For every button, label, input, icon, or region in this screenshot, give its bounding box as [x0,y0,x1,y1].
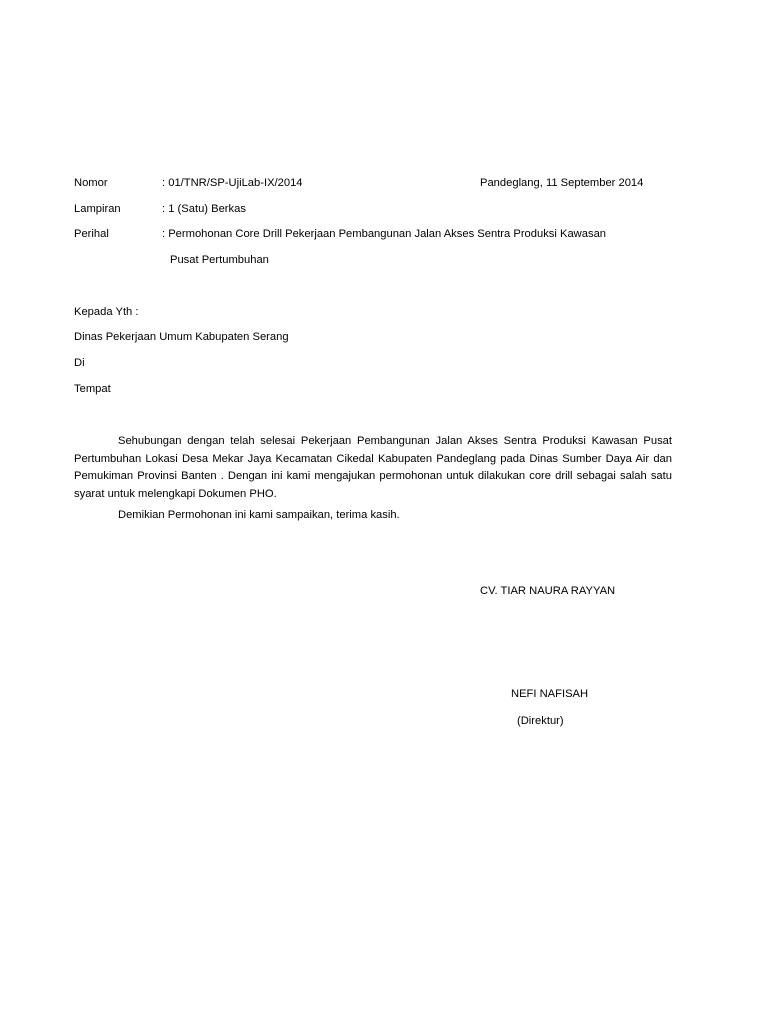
body-paragraph-1: Sehubungan dengan telah selesai Pekerjaan Pembangunan Jalan Akses Sentra Produksi Kawasan Pusat Pertumbuhan Lokasi Desa Mekar Jaya Kecamatan Cikedal Kabupaten Pandeglang pada Dinas Sumber Daya Air dan Pemukiman Provinsi Banten . Dengan ini kami mengajukan permohonan untuk dilakukan core drill sebagai salah satu syarat untuk melengkapi Dokumen PHO. [74,435,672,500]
perihal-value-line1: : Permohonan Core Drill Pekerjaan Pembangunan Jalan Akses Sentra Produksi Kawasan [162,228,607,240]
lampiran-value: : 1 (Satu) Berkas [162,203,246,215]
nomor-value: : 01/TNR/SP-UjiLab-IX/2014 [162,177,303,189]
nomor-label: Nomor [74,177,108,189]
lampiran-label: Lampiran [74,203,121,215]
body-paragraph-2: Demikian Permohonan ini kami sampaikan, terima kasih. [118,509,400,521]
signature-company: CV. TIAR NAURA RAYYAN [480,585,616,597]
place-date: Pandeglang, 11 September 2014 [480,177,644,189]
signature-name: NEFI NAFISAH [511,688,589,700]
recipient-name: Dinas Pekerjaan Umum Kabupaten Serang [74,331,289,343]
perihal-value-line2: Pusat Pertumbuhan [170,254,269,266]
perihal-label: Perihal [74,228,109,240]
kepada-yth: Kepada Yth : [74,306,139,318]
signature-title: (Direktur) [517,715,564,727]
recipient-tempat: Tempat [74,383,111,395]
recipient-di: Di [74,357,85,369]
